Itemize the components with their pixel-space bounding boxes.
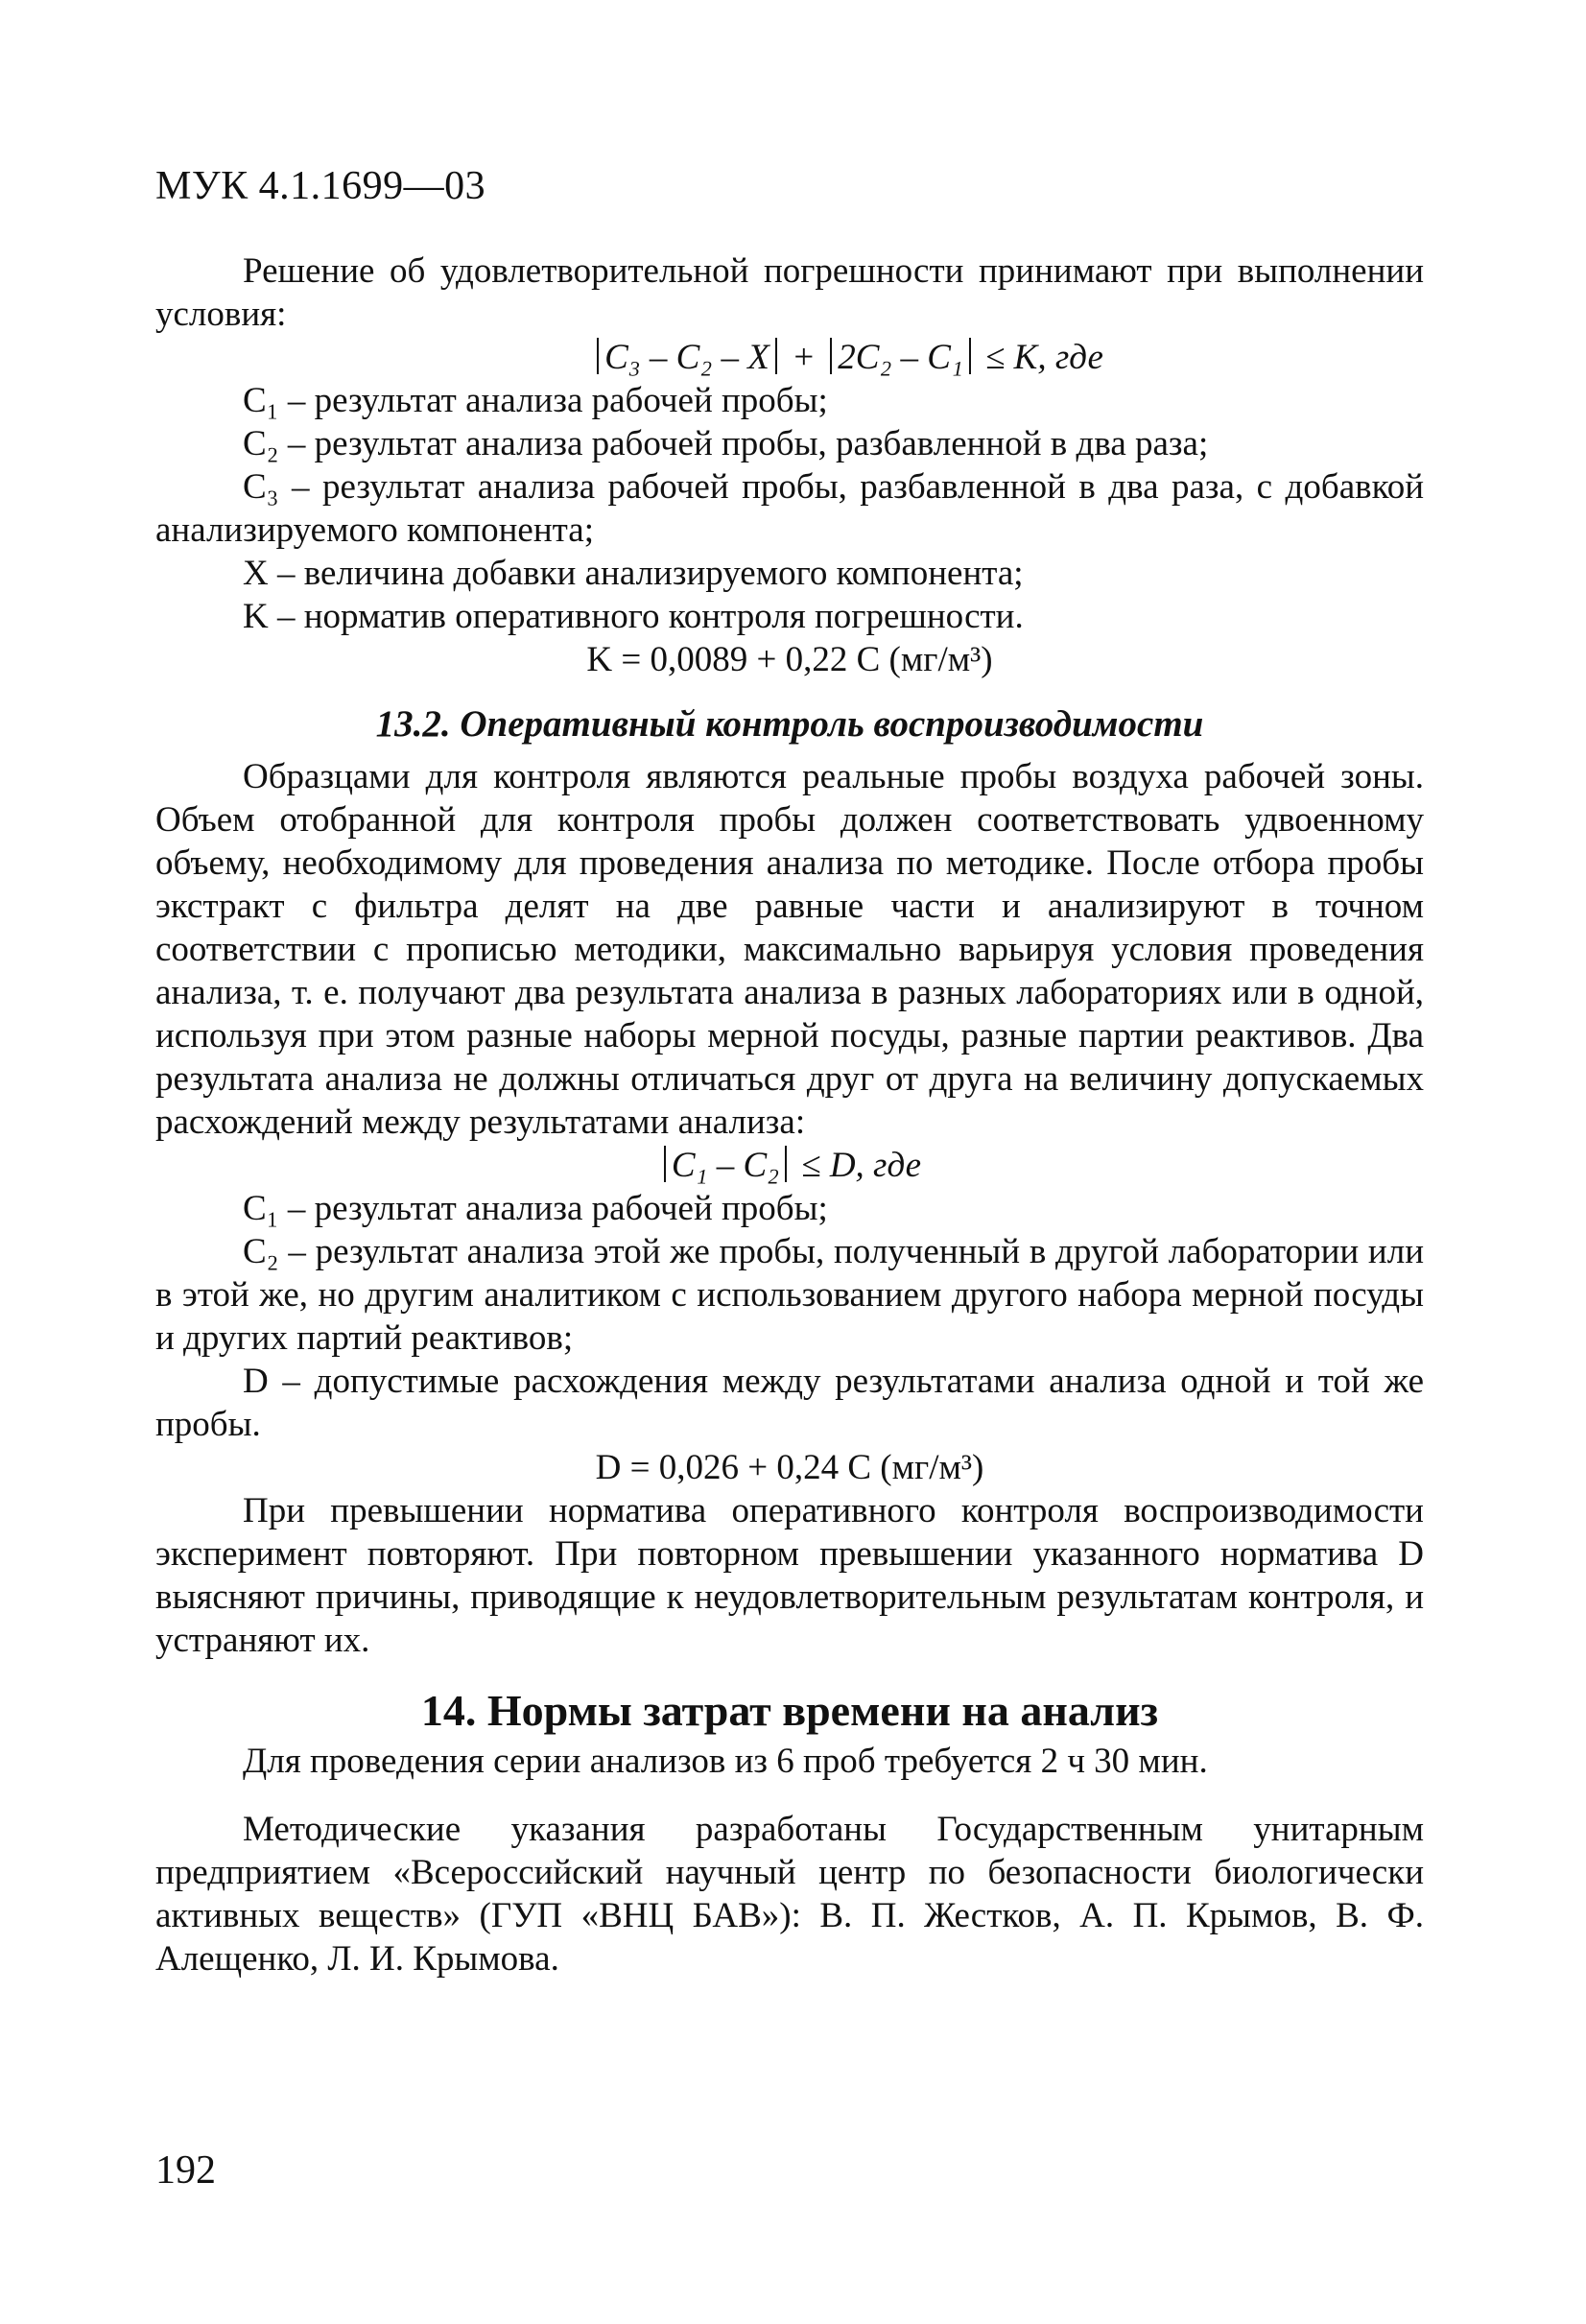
- formula-tail: ≤ K, где: [985, 338, 1103, 377]
- paragraph-reproducibility: Образцами для контроля являются реальные пробы воздуха рабочей зоны. Объем отобранной для контроля пробы должен соответствовать удвоенному объему, необходимому для проведения анализа по методике. После отбора пробы экстракт с фильтра делят на две равные части и анализируют в точном соответствии с прописью методики, максимально варьируя условия проведения анализа, т. е. получают два результата анализа в разных лабораториях или в одной, используя при этом разные наборы мерной посуды, разные партии реактивов. Два результата анализа не должны отличаться друг от друга на величину допускаемых расхождений между результатами анализа:: [155, 757, 1424, 1142]
- paragraph-exceeding-norm: При превышении норматива оперативного контроля воспроизводимости эксперимент повторяют. При повторном превышении указанного норматива D выясняют причины, приводящие к неудовлетворительным результатам контроля, и устраняют их.: [155, 1491, 1424, 1660]
- paragraph-time-norm: Для проведения серии анализов из 6 проб требуется 2 ч 30 мин.: [243, 1742, 1208, 1781]
- formula-d-norm: D = 0,026 + 0,24 C (мг/м³): [595, 1448, 984, 1487]
- definition-c1: C₁ – результат анализа рабочей пробы;: [243, 381, 828, 420]
- abs-bar-icon: [775, 338, 777, 374]
- abs-bar-icon: [785, 1146, 787, 1182]
- formula-term-a: C₃ – C₂ – X: [604, 338, 769, 377]
- abs-bar-icon: [830, 338, 832, 374]
- subsection-heading: 13.2. Оперативный контроль воспроизводимости: [375, 703, 1204, 745]
- definition-c2: C₂ – результат анализа рабочей пробы, разбавленной в два раза;: [243, 424, 1209, 463]
- paragraph-authors: Методические указания разработаны Государственным унитарным предприятием «Всероссийский научный центр по безопасности биологически активных веществ» (ГУП «ВНЦ БАВ»): В. П. Жестков, А. П. Крымов, В. Ф. Алещенко, Л. И. Крымова.: [155, 1810, 1424, 1979]
- formula2-tail: ≤ D, где: [801, 1146, 922, 1185]
- page-body: [155, 249, 1424, 1980]
- definition-c3: C₃ – результат анализа рабочей пробы, разбавленной в два раза, с добавкой анализируемого компонента;: [155, 467, 1424, 550]
- document-id-header: МУК 4.1.1699—03: [155, 164, 486, 208]
- paragraph-condition-intro: Решение об удовлетворительной погрешности принимают при выполнении условия:: [155, 251, 1424, 334]
- abs-bar-icon: [664, 1146, 666, 1182]
- section-heading: 14. Нормы затрат времени на анализ: [420, 1686, 1159, 1735]
- formula-term-b: 2C₂ – C₁: [838, 338, 963, 377]
- abs-bar-icon: [969, 338, 971, 374]
- definition-x: X – величина добавки анализируемого компонента;: [243, 554, 1024, 593]
- page-number: 192: [155, 2148, 216, 2193]
- definition-k: K – норматив оперативного контроля погрешности.: [243, 597, 1024, 636]
- definition2-d: D – допустимые расхождения между результатами анализа одной и той же пробы.: [155, 1362, 1424, 1444]
- formula2-term: C₁ – C₂: [671, 1146, 780, 1185]
- definition2-c1: C₁ – результат анализа рабочей пробы;: [243, 1189, 828, 1228]
- formula-reproducibility-condition: [155, 1144, 1424, 1187]
- abs-bar-icon: [597, 338, 599, 374]
- formula-plus: +: [792, 338, 817, 377]
- formula-k-norm: K = 0,0089 + 0,22 C (мг/м³): [586, 640, 993, 679]
- spacer: [155, 1783, 1424, 1808]
- formula-error-condition: [155, 336, 1424, 379]
- definition2-c2: C₂ – результат анализа этой же пробы, полученный в другой лаборатории или в этой же, но другим аналитиком с использованием другого набора мерной посуды и других партий реактивов;: [155, 1232, 1424, 1358]
